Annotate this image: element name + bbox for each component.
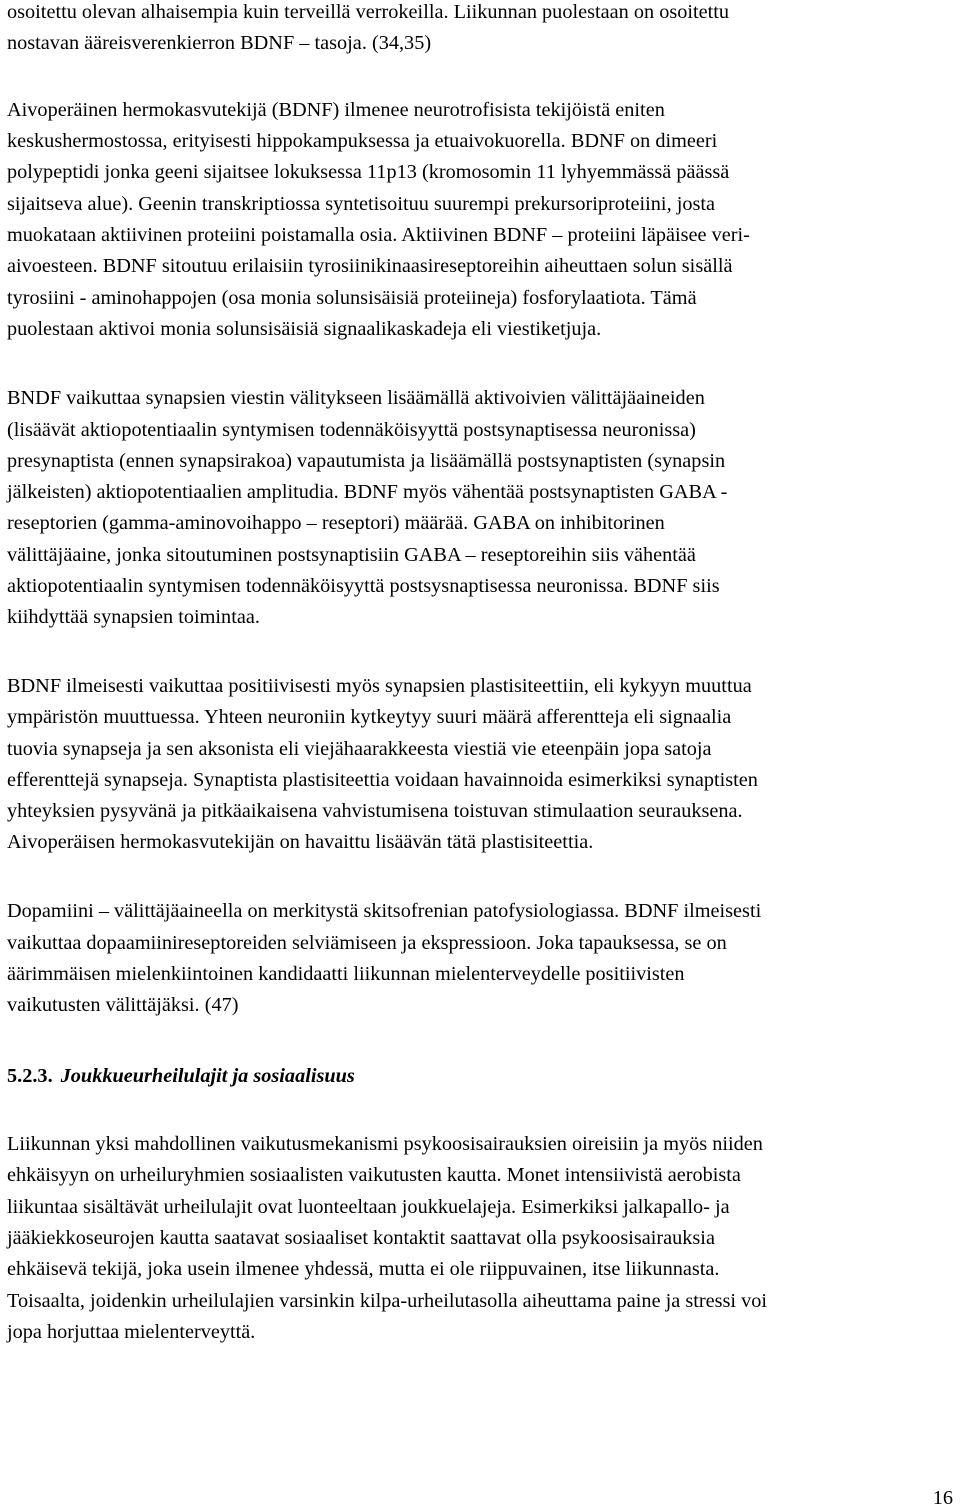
page-number: 16 [932,1487,953,1509]
section-heading [7,1064,355,1088]
text-line: ehkäisyyn on urheiluryhmien sosiaalisten vaikutusten kautta. Monet intensiivistä aerobista [7,1164,741,1186]
text-line: vaikuttaa dopaamiinireseptoreiden selviämiseen ja ekspressioon. Joka tapauksessa, se on [7,932,727,954]
text-line: jälkeisten) aktiopotentiaalien amplitudia. BDNF myös vähentää postsynaptisten GABA - [7,481,728,503]
text-line: Aivoperäisen hermokasvutekijän on havaittu lisäävän tätä plastisiteettia. [7,831,594,853]
section-number: 5.2.3. [7,1065,53,1087]
text-line: äärimmäisen mielenkiintoinen kandidaatti liikunnan mielenterveydelle positiivisten [7,963,685,985]
text-line: ympäristön muuttuessa. Yhteen neuroniin kytkeytyy suuri määrä afferentteja eli signaalia [7,706,732,728]
text-line: nostavan ääreisverenkierron BDNF – tasoja. (34,35) [7,32,432,54]
text-line: presynaptista (ennen synapsirakoa) vapautumista ja lisäämällä postsynaptisten (synapsin [7,450,726,472]
text-line: keskushermostossa, erityisesti hippokampuksessa ja etuaivokuorella. BDNF on dimeeri [7,130,718,152]
text-line: osoitettu olevan alhaisempia kuin terveillä verrokeilla. Liikunnan puolestaan on osoitettu [7,1,730,23]
text-line: jopa horjuttaa mielenterveyttä. [7,1321,256,1343]
text-line: BNDF vaikuttaa synapsien viestin välitykseen lisäämällä aktivoivien välittäjäaineiden [7,387,705,409]
text-line: aivoesteen. BDNF sitoutuu erilaisiin tyrosiinikinaasireseptoreihin aiheuttaen solun sisällä [7,255,733,277]
section-title: Joukkueurheilulajit ja sosiaalisuus [60,1065,355,1087]
text-line: yhteyksien pysyvänä ja pitkäaikaisena vahvistumisena toistuvan stimulaation seurauksena. [7,800,743,822]
text-line: kiihdyttää synapsien toimintaa. [7,606,260,628]
text-line: (lisäävät aktiopotentiaalin syntymisen todennäköisyyttä postsynaptisessa neuronissa) [7,419,696,441]
text-line: Liikunnan yksi mahdollinen vaikutusmekanismi psykoosisairauksien oireisiin ja myös niiden [7,1133,763,1155]
text-line: puolestaan aktivoi monia solunsisäisiä signaalikaskadeja eli viestiketjuja. [7,318,602,340]
text-line: Aivoperäinen hermokasvutekijä (BDNF) ilmenee neurotrofisista tekijöistä eniten [7,99,665,121]
text-line: tuovia synapseja ja sen aksonista eli viejähaarakkeesta viestiä vie eteenpäin jopa satoja [7,738,712,760]
text-line: liikuntaa sisältävät urheilulajit ovat luonteeltaan joukkuelajeja. Esimerkiksi jalkapallo- ja [7,1196,730,1218]
text-line: Toisaalta, joidenkin urheilulajien varsinkin kilpa-urheilutasolla aiheuttama paine ja stressi voi [7,1290,768,1312]
text-line: tyrosiini - aminohappojen (osa monia solunsisäisiä proteiineja) fosforylaatiota. Tämä [7,287,697,309]
text-line: sijaitseva alue). Geenin transkriptiossa syntetisoituu suurempi prekursoriproteiini, josta [7,193,716,215]
text-line: ehkäisevä tekijä, joka usein ilmenee yhdessä, mutta ei ole riippuvainen, itse liikunnasta. [7,1258,720,1280]
text-line: aktiopotentiaalin syntymisen todennäköisyyttä postsysnaptisessa neuronissa. BDNF siis [7,575,720,597]
text-line: efferenttejä synapseja. Synaptista plastisiteettia voidaan havainnoida esimerkiksi synaptisten [7,769,758,791]
text-line: välittäjäaine, jonka sitoutuminen postsynaptisiin GABA – reseptoreihin siis vähentää [7,544,696,566]
text-line: reseptorien (gamma-aminovoihappo – reseptori) määrää. GABA on inhibitorinen [7,512,665,534]
text-line: vaikutusten välittäjäksi. (47) [7,994,239,1016]
text-line: muokataan aktiivinen proteiini poistamalla osia. Aktiivinen BDNF – proteiini läpäisee veri- [7,224,750,246]
text-line: BDNF ilmeisesti vaikuttaa positiivisesti myös synapsien plastisiteettiin, eli kykyyn muuttua [7,675,752,697]
text-line: polypeptidi jonka geeni sijaitsee lokuksessa 11p13 (kromosomin 11 lyhyemmässä päässä [7,161,730,183]
text-line: Dopamiini – välittäjäaineella on merkitystä skitsofrenian patofysiologiassa. BDNF ilmeisesti [7,900,762,922]
text-line: jääkiekkoseurojen kautta saatavat sosiaaliset kontaktit saattavat olla psykoosisairauksia [7,1227,715,1249]
